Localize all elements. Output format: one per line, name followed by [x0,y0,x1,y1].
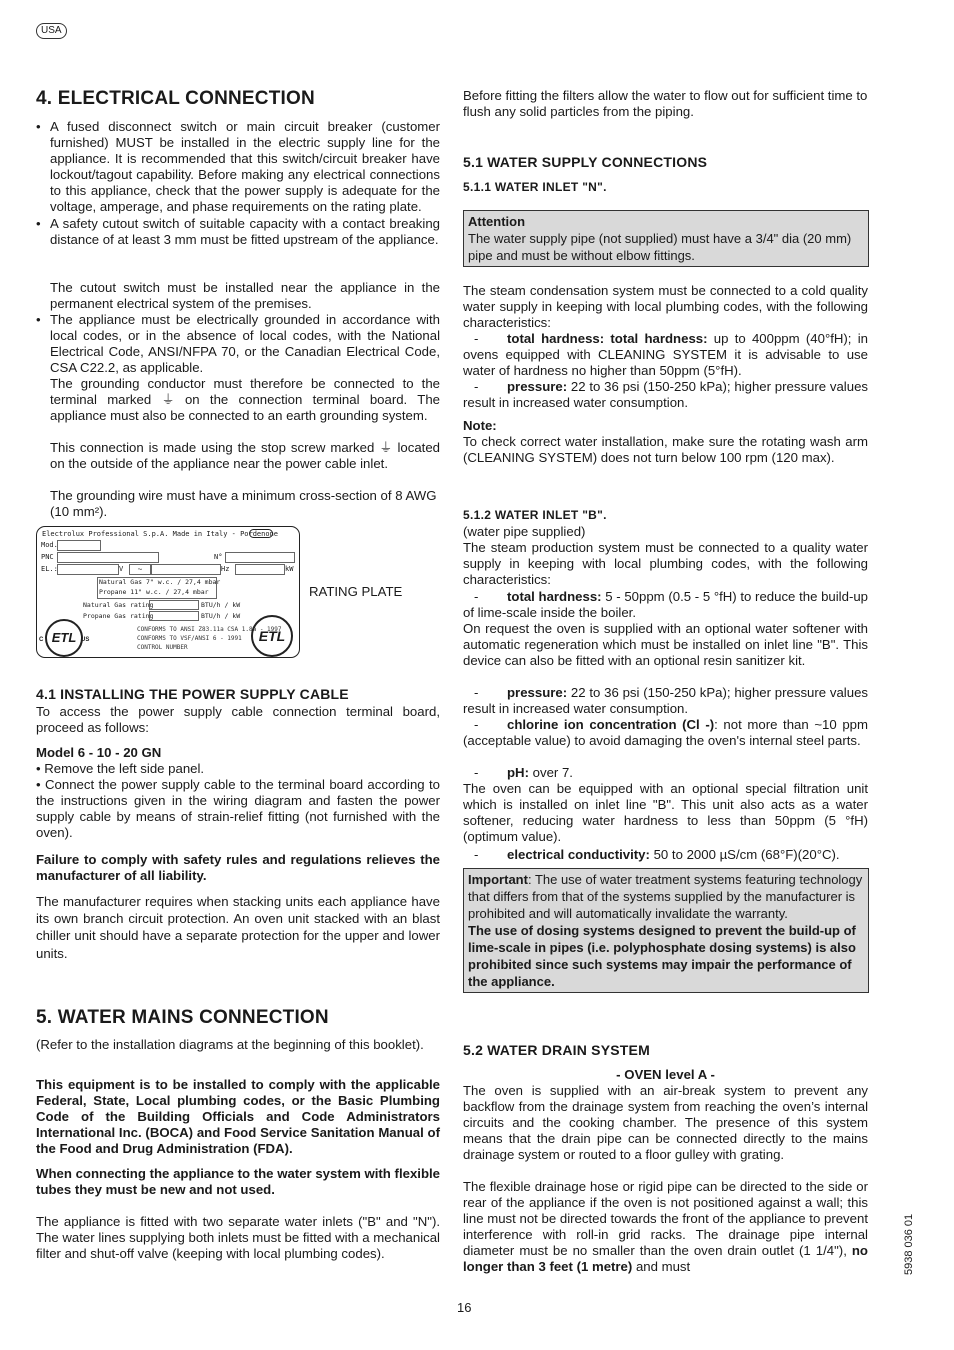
plate-gas-propane: Propane 11" w.c. / 27,4 mbar [99,588,209,596]
inlet-b-conductivity: - electrical conductivity: 50 to 2000 µS/cm (68°F)(20°C). [463,847,840,862]
plate-natural-units: BTU/h / kW [201,601,241,609]
plate-propane-units: BTU/h / kW [201,612,241,620]
plate-tilde-box: ~ [129,564,151,575]
step-connect-cable: • Connect the power supply cable to the terminal board according to the instructions given in the wiring diagram and fasten the power supply cable by means of strain-relief fitting (not furnished with the oven). [36,777,440,841]
plate-n-box [225,552,295,563]
plate-natural-box [149,600,199,610]
document-code: 5938 036 01 [903,1213,915,1275]
inlet-b-supplied: (water pipe supplied) [463,524,586,539]
drain-paragraph-1: The oven is supplied with an air-break system to prevent any backflow from the drainage system from reaching the oven’s internal circuits and the cooking chamber. The presence of this system means that the drain pipe can be connected directly to the mains drainage system or routed to a floor gulley with grating. [463,1083,868,1163]
inlet-b-hardness: - total hardness: 5 - 50ppm (0.5 - 5 °fH) to reduce the build-up of lime-scale inside the boiler. [463,589,869,621]
important-text: Important: The use of water treatment systems featuring technology that differs from that of the systems supplied by the manufacturer is prohibited and will automatically invalidate the warranty. [468,872,863,921]
electrical-bullets [36,119,440,248]
inlet-b-softener: On request the oven is supplied with an optional water softener with automatic regeneration which must be installed on inlet line "B". This device can also be fitted with an optional resin sanitizer kit. [463,621,868,669]
plate-conform-1: CONFORMS TO ANSI Z83.11a CSA 1.8a - 1997 [137,626,282,633]
plate-pnc-label: PNC [41,553,54,561]
stacking-note: The manufacturer requires when stacking units each appliance have its own branch circuit protection. An oven unit stacked with an blast chiller unit should have a separate protection for the upper and lower units. [36,894,440,961]
plumbing-codes: This equipment is to be installed to comply with the applicable Federal, State, Local plumbing codes, or the Basic Plumbing Code of the Building Officials and Code Administrators International Inc. (BOCA) and Food Service Sanitation Manual of the Food and Drug Administration (FDA). [36,1077,440,1157]
plate-maker: Electrolux Professional S.p.A. Made in Italy - Pordenone [42,530,279,538]
plate-el-label: EL.: [41,565,58,573]
bullet-grounding: • The appliance must be electrically grounded in accordance with local codes, or in the absence of local codes, with the National Electrical Code, ANSI/NFPA 70, or the Canadian Electrical Code, CSA C22.2, as applicable. [36,312,440,376]
bullet-disconnect: • A fused disconnect switch or main circuit breaker (customer furnished) MUST be installed in the electric supply line for the appliance. It is recommended that this switch/circuit breaker have lockout/tagout capability. Before making any electrical connections to this appliance, check that the power supply is adequate for the voltage, amperage, and phase requirements on the rating plate. [36,119,440,216]
plate-el-box [57,564,119,575]
grounding-paragraph-3: The grounding wire must have a minimum cross-section of 8 AWG (10 mm²). [50,488,437,520]
plate-natural-rating: Natural Gas rating [83,601,154,609]
section-41-intro: To access the power supply cable connection terminal board, proceed as follows: [36,704,440,736]
grounding-paragraph-2: This connection is made using the stop screw marked ⏚ located on the outside of the appliance near the power cable inlet. [50,440,440,472]
inlet-n-pressure: - pressure: 22 to 36 psi (150-250 kPa); higher pressure values result in increased water consumption. [463,379,868,411]
plate-n-label: N° [214,553,223,561]
plate-control-number: CONTROL NUMBER [137,644,188,651]
note-title: Note: [463,418,497,433]
important-bold: The use of dosing systems designed to prevent the build-up of lime-scale in pipes (i.e. polyphosphate dosing systems) is also prohibited since such systems may impair the performance of the appliance. [468,923,856,989]
liability-warning: Failure to comply with safety rules and regulations relieves the manufacturer of all liability. [36,852,440,884]
inlet-b-chlorine: - chlorine ion concentration (Cl -): not more than ~10 ppm (acceptable value) to avoid damaging the oven's internal steel parts. [463,717,869,749]
plate-propane-box [149,611,199,621]
drain-paragraph-2: The flexible drainage hose or rigid pipe can be directed to the side or rear of the appliance if the oven is not positioned against a wall; this line must not be directed towards the front of the appliance to prevent interference with roll-in grid racks. The drainage pipe internal diameter must be no smaller than the oven drain outlet (1 1/4"), no longer than 3 feet (1 metre) and must [463,1179,868,1275]
plate-hz-box [151,564,221,575]
rating-plate-label: RATING PLATE [309,584,403,599]
inlet-b-intro: The steam production system must be connected to a quality water supply in keeping with local plumbing codes, with the following characteristics: [463,540,868,588]
grounding-paragraph-1: The grounding conductor must therefore be connected to the terminal marked ⏚ on the connection terminal board. The appliance must also be connected to an earth grounding system. [50,376,440,424]
etl-mark-left: ETL [45,619,83,657]
model-label: Model 6 - 10 - 20 GN [36,745,162,760]
step-remove-panel: • Remove the left side panel. [36,761,205,776]
attention-box [463,210,869,267]
bullet-cutout: • A safety cutout switch of suitable capacity with a contact breaking distance of at least 3 mm must be fitted upstream of the appliance. [36,216,440,248]
section-5-ref: (Refer to the installation diagrams at the beginning of this booklet). [36,1037,424,1052]
plate-propane-rating: Propane Gas rating [83,612,154,620]
etl-us-mark: US [81,637,90,643]
plate-logo-oval [249,529,273,538]
plate-conform-2: CONFORMS TO VSF/ANSI 6 - 1991 [137,635,242,642]
water-inlets-note: The appliance is fitted with two separate water inlets ("B" and "N"). The water lines supplying both inlets must be fitted with a mechanical filter and shut-off valve (keeping with local plumbing codes). [36,1214,440,1262]
section-41-title: 4.1 INSTALLING THE POWER SUPPLY CABLE [36,686,349,702]
etl-mark-right: ETL [251,615,293,657]
section-52-title: 5.2 WATER DRAIN SYSTEM [463,1042,650,1058]
page-number: 16 [457,1300,472,1315]
plate-kw-box [235,564,285,575]
plate-mod-box [57,540,101,551]
flush-note: Before fitting the filters allow the water to flow out for sufficient time to flush any solid particles from the piping. [463,88,868,120]
section-51-title: 5.1 WATER SUPPLY CONNECTIONS [463,154,708,170]
oven-level-label: - OVEN level A - [616,1067,715,1082]
inlet-b-filtration: The oven can be equipped with an optional special filtration unit which is installed on inlet line "B". This unit also acts as a water softener, reducing water hardness to less than 50ppm (5 °fH) (optimum value). [463,781,868,845]
rating-plate [36,526,300,658]
plate-mod-label: Mod. [41,541,58,549]
section-511-title: 5.1.1 WATER INLET "N". [463,180,607,194]
inlet-n-hardness: - total hardness: total hardness: up to 400ppm (40°fH); in ovens equipped with CLEANING SYSTEM it is advisable to use water of hardness no higher than 50ppm (5°fH). [463,331,868,379]
note-text: To check correct water installation, make sure the rotating wash arm (CLEANING SYSTEM) does not turn below 100 rpm (120 max). [463,434,868,466]
plate-v-label: V [119,565,124,573]
cutout-note: The cutout switch must be installed near the appliance in the permanent electrical system of the premises. [50,280,440,312]
plate-kw-label: kW [285,565,294,573]
attention-text: The water supply pipe (not supplied) must have a 3/4" dia (20 mm) pipe and must be without elbow fittings. [468,231,852,263]
section-512-title: 5.1.2 WATER INLET "B". [463,508,607,522]
etl-c-mark: C [39,637,44,643]
section-4-title: 4. ELECTRICAL CONNECTION [36,88,315,109]
electrical-bullets-2 [36,312,440,376]
inlet-n-intro: The steam condensation system must be connected to a cold quality water supply in keeping with local plumbing codes, with the following characteristics: [463,283,868,331]
section-5-title: 5. WATER MAINS CONNECTION [36,1007,329,1028]
inlet-b-ph: - pH: over 7. [463,765,573,780]
attention-title: Attention [468,214,526,229]
important-box [463,868,869,993]
inlet-b-pressure: - pressure: 22 to 36 psi (150-250 kPa); higher pressure values result in increased water consumption. [463,685,868,717]
plate-gas-natural: Natural Gas 7" w.c. / 27,4 mbar [99,578,221,586]
plate-hz-label: Hz [221,565,230,573]
plate-pnc-box [57,552,159,563]
flexible-tubes-note: When connecting the appliance to the water system with flexible tubes they must be new and not used. [36,1166,440,1198]
region-badge: USA [36,23,67,39]
